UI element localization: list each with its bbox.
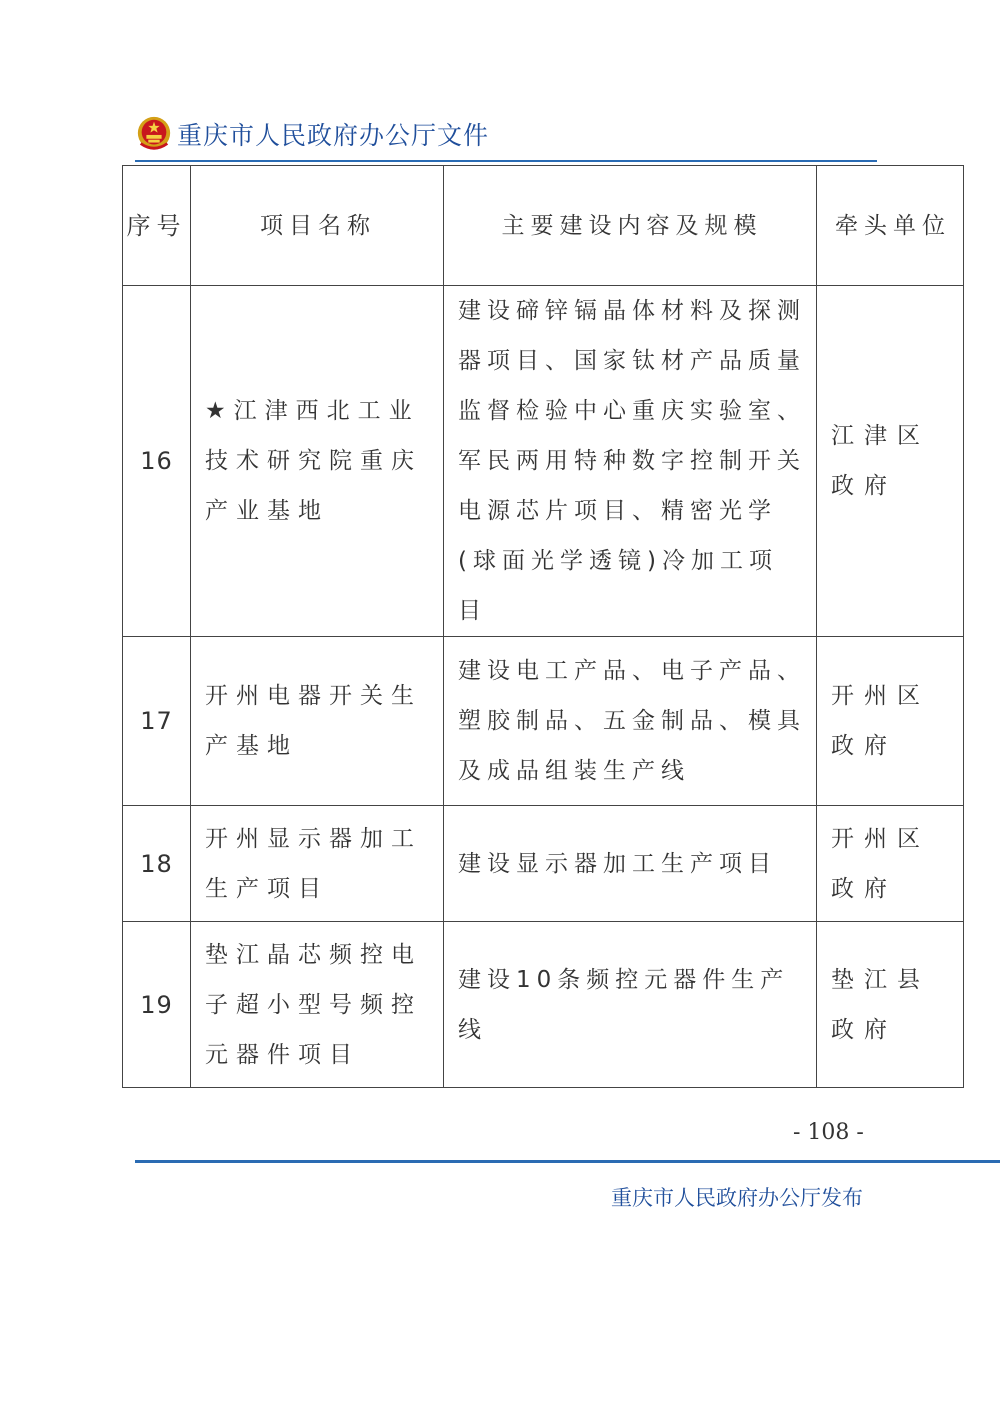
project-content: 建设碲锌镉晶体材料及探测器项目、国家钛材产品质量监督检验中心重庆实验室、军民两用特种数字控制开关电源芯片项目、精密光学(球面光学透镜)冷加工项目 bbox=[444, 286, 817, 637]
header-divider bbox=[135, 160, 877, 162]
table-row bbox=[123, 806, 964, 922]
project-name: ★江津西北工业技术研究院重庆产业基地 bbox=[191, 286, 444, 637]
project-name: 开州显示器加工生产项目 bbox=[191, 806, 444, 922]
table-row bbox=[123, 286, 964, 637]
document-header bbox=[135, 112, 489, 156]
row-number: 16 bbox=[123, 286, 191, 637]
project-content: 建设电工产品、电子产品、塑胶制品、五金制品、模具及成品组装生产线 bbox=[444, 637, 817, 806]
column-header-unit: 牵头单位 bbox=[817, 166, 964, 286]
project-content: 建设显示器加工生产项目 bbox=[444, 806, 817, 922]
lead-unit: 开州区政府 bbox=[817, 806, 964, 922]
table-row bbox=[123, 922, 964, 1088]
document-title: 重庆市人民政府办公厅文件 bbox=[177, 121, 490, 150]
project-table bbox=[122, 165, 964, 1088]
page-number: - 108 - bbox=[793, 1120, 864, 1145]
column-header-name: 项目名称 bbox=[191, 166, 444, 286]
national-emblem-icon bbox=[135, 114, 173, 154]
row-number: 19 bbox=[123, 922, 191, 1088]
lead-unit: 垫江县政府 bbox=[817, 922, 964, 1088]
row-number: 17 bbox=[123, 637, 191, 806]
project-content: 建设10条频控元器件生产线 bbox=[444, 922, 817, 1088]
footer-divider bbox=[135, 1160, 1000, 1163]
project-name: 垫江晶芯频控电子超小型号频控元器件项目 bbox=[191, 922, 444, 1088]
lead-unit: 江津区政府 bbox=[817, 286, 964, 637]
lead-unit: 开州区政府 bbox=[817, 637, 964, 806]
row-number: 18 bbox=[123, 806, 191, 922]
project-name: 开州电器开关生产基地 bbox=[191, 637, 444, 806]
table-header-row bbox=[123, 166, 964, 286]
column-header-no: 序号 bbox=[123, 166, 191, 286]
table-row bbox=[123, 637, 964, 806]
publisher-label: 重庆市人民政府办公厅发布 bbox=[611, 1186, 863, 1210]
column-header-content: 主要建设内容及规模 bbox=[444, 166, 817, 286]
